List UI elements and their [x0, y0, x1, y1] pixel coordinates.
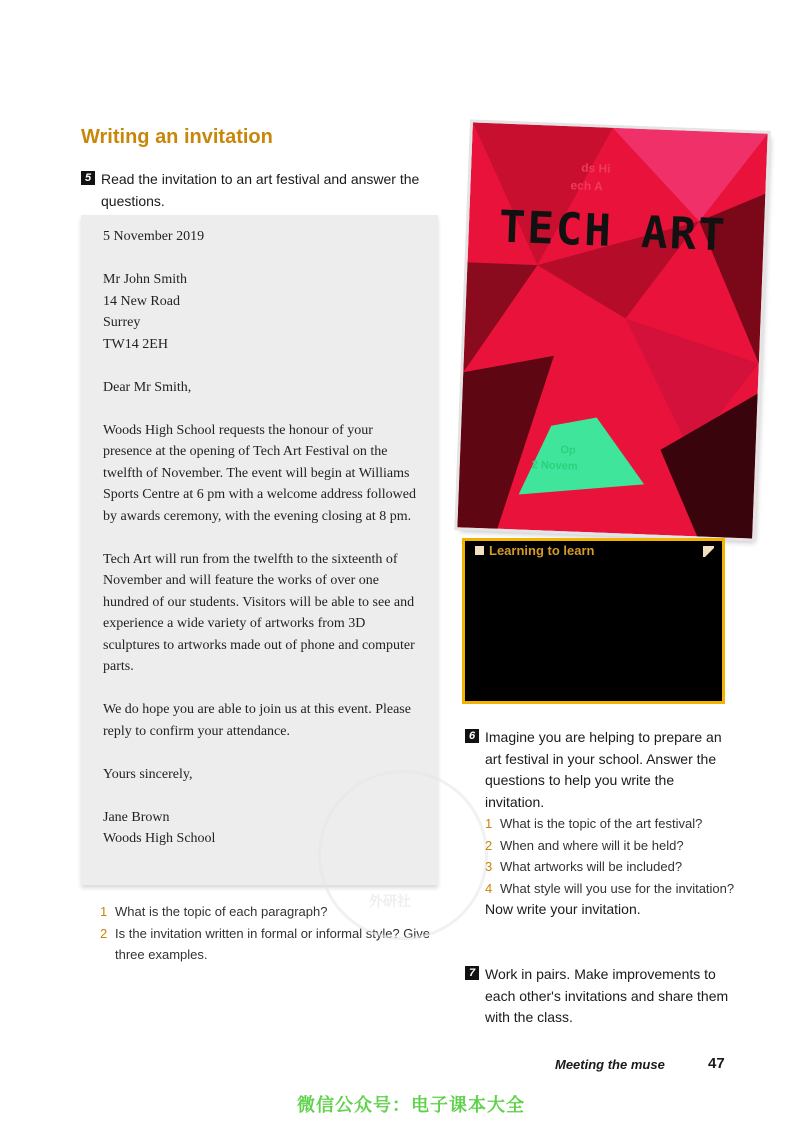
letter-date: 5 November 2019 [103, 229, 205, 244]
task-6 [465, 727, 735, 921]
section-title: Writing an invitation [81, 126, 273, 148]
learning-box-title: Learning to learn [475, 543, 594, 558]
page-number: 47 [708, 1055, 725, 1072]
list-item: 1 What is the topic of the art festival? [485, 816, 703, 831]
poster-green-text: 2 Novem [531, 459, 578, 473]
publisher-watermark: 外研社 [318, 770, 488, 940]
task-6-instruction: Imagine you are helping to prepare an art festival in your school. Answer the questions to help you write the invitation. [485, 729, 722, 810]
poster-green-text: Op [560, 444, 576, 457]
corner-fold-icon [703, 546, 714, 557]
poster-faint-text: ds Hi [580, 160, 611, 176]
question-text: Is the invitation written in formal or informal style? Give three examples. [115, 925, 431, 962]
task-5 [81, 169, 441, 212]
poster-background-art [457, 122, 767, 538]
task-6-followup: Now write your invitation. [485, 901, 641, 917]
signature-line: Jane Brown [103, 809, 170, 825]
letter-paragraph-1: Woods High School requests the honour of your presence at the opening of Tech Art Festival on the twelfth of November. The event will begin at Williams Sports Centre at 6 pm with a welcome address followed by awards ceremony, with the evening closing at 8 pm. [103, 422, 416, 524]
question-text: What is the topic of each paragraph? [115, 904, 328, 919]
letter-salutation: Dear Mr Smith, [103, 379, 192, 395]
task-7-instruction: Work in pairs. Make improvements to each other's invitations and share them with the class. [485, 966, 729, 1025]
poster-faint-text: ech A [570, 178, 604, 194]
task-number-6: 6 [465, 729, 479, 743]
question-number: 1 [100, 904, 108, 919]
task-5-instruction: Read the invitation to an art festival and answer the questions. [101, 171, 420, 209]
recipient-line: TW14 2EH [103, 336, 168, 352]
letter-paragraph-2: Tech Art will run from the twelfth to the sixteenth of November and will feature the works of over one hundred of our students. Visitors will be able to see and experience a wide variety of artworks from 3D sculptures to artworks made out of phone and computer parts. [103, 551, 415, 674]
task-6-questions [485, 813, 735, 899]
letter-closing: Yours sincerely, [103, 766, 193, 782]
letter-recipient-address [103, 269, 424, 355]
question-number: 2 [100, 925, 108, 941]
task-7 [465, 964, 735, 1029]
poster-headline: TECH ART [497, 201, 728, 262]
learning-to-learn-box [462, 538, 725, 704]
square-bullet-icon [475, 546, 484, 555]
tech-art-poster [457, 122, 767, 538]
list-item: 4 What style will you use for the invitation? [485, 880, 735, 896]
task-number-7: 7 [465, 966, 479, 980]
task-number-5: 5 [81, 171, 95, 185]
recipient-line: Surrey [103, 315, 141, 330]
wechat-banner: 微信公众号：电子课本大全 [297, 1095, 525, 1115]
recipient-line: 14 New Road [103, 293, 180, 309]
signature-line: Woods High School [103, 831, 216, 846]
recipient-line: Mr John Smith [103, 272, 188, 287]
unit-label: Meeting the muse [555, 1057, 665, 1072]
letter-paragraph-3: We do hope you are able to join us at this event. Please reply to confirm your attendance. [103, 702, 411, 739]
list-item: 3 What artworks will be included? [485, 859, 683, 874]
list-item: 2 When and where will it be held? [485, 837, 684, 853]
